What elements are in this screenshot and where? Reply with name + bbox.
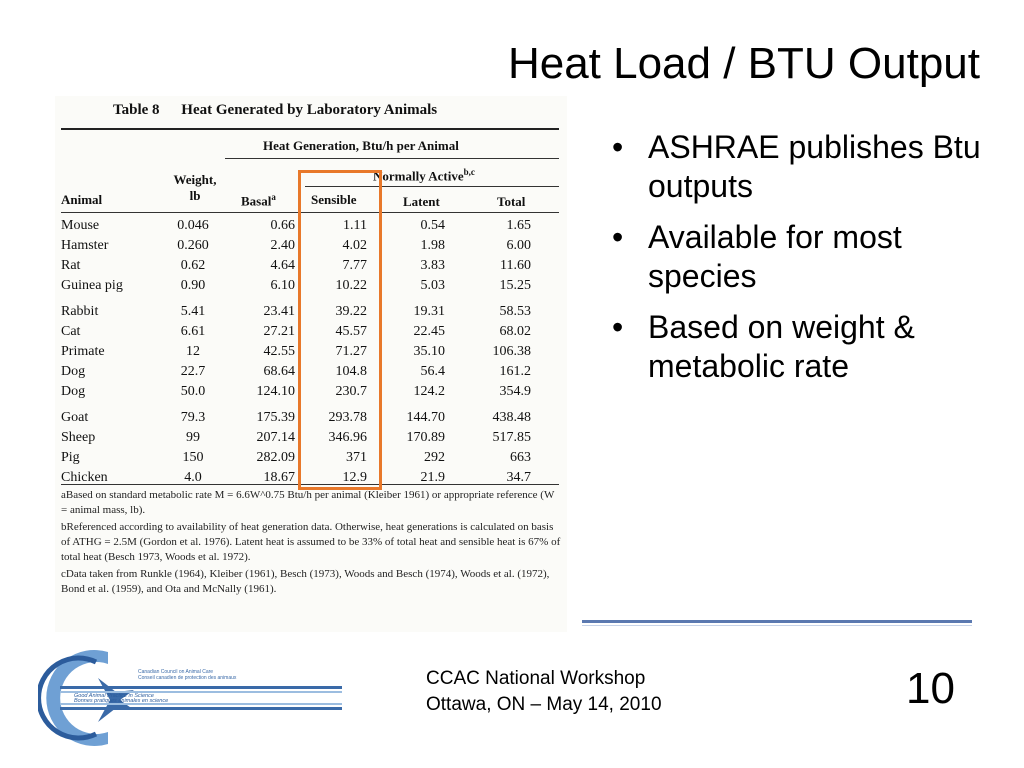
cell-latent: 3.83: [420, 258, 445, 273]
logo-tagline-en: Good Animal Practice in Science: [74, 693, 154, 699]
cell-latent: 144.70: [406, 410, 445, 425]
cell-sensible: 104.8: [335, 364, 367, 379]
table-top-rule: [61, 128, 559, 130]
cell-weight: 0.90: [180, 278, 206, 293]
cell-sensible: 7.77: [342, 258, 367, 273]
cell-weight: 0.046: [177, 218, 209, 233]
cell-total: 6.00: [506, 238, 531, 253]
cell-total: 58.53: [499, 304, 531, 319]
cell-latent: 22.45: [413, 324, 445, 339]
cell-sensible: 71.27: [335, 344, 367, 359]
table-caption: [113, 102, 437, 119]
cell-total: 161.2: [499, 364, 531, 379]
cell-animal: Mouse: [61, 218, 100, 233]
footnotes: [61, 488, 561, 599]
cell-weight: 5.41: [180, 304, 206, 319]
table-caption-text: Heat Generated by Laboratory Animals: [181, 102, 438, 118]
cell-animal: Dog: [61, 364, 86, 379]
cell-weight: 22.7: [180, 364, 206, 379]
cell-total: 34.7: [506, 470, 531, 485]
cell-animal: Rabbit: [61, 304, 99, 319]
cell-total: 1.65: [506, 218, 531, 233]
cell-animal: Pig: [61, 450, 80, 465]
cell-basal: 207.14: [256, 430, 295, 445]
cell-total: 517.85: [492, 430, 531, 445]
cell-basal: 27.21: [263, 324, 295, 339]
cell-sensible: 230.7: [335, 384, 367, 399]
cell-animal: Guinea pig: [61, 278, 123, 293]
cell-latent: 124.2: [413, 384, 445, 399]
col-latent: Latent: [403, 194, 440, 209]
footer-line-2: Ottawa, ON – May 14, 2010: [426, 694, 662, 715]
logo-tagline-fr: Bonnes pratiques animales en science: [74, 698, 169, 704]
cell-animal: Chicken: [61, 470, 108, 485]
cell-weight: 79.3: [180, 410, 206, 425]
cell-basal: 175.39: [256, 410, 295, 425]
cell-weight: 150: [182, 450, 204, 465]
group-rule: [225, 158, 559, 159]
footer-divider: [582, 620, 972, 623]
col-sensible: Sensible: [311, 192, 357, 207]
cell-basal: 6.10: [270, 278, 295, 293]
slide-title: Heat Load / BTU Output: [507, 39, 980, 88]
page-number: 10: [906, 664, 955, 713]
col-total: Total: [497, 194, 526, 209]
cell-sensible: 39.22: [335, 304, 367, 319]
cell-total: 11.60: [500, 258, 531, 273]
cell-weight: 4.0: [184, 470, 202, 485]
active-header: Normally Active$^{b,c}$: [373, 167, 475, 184]
cell-sensible: 4.02: [342, 238, 367, 253]
col-animal: Animal: [61, 192, 103, 207]
col-weight: Weight, lb: [173, 172, 217, 203]
cell-latent: 0.54: [420, 218, 445, 233]
cell-latent: 35.10: [413, 344, 445, 359]
bullet-dot: •: [612, 129, 624, 165]
cell-total: 68.02: [499, 324, 531, 339]
bullet-list: [612, 128, 982, 398]
cell-animal: Goat: [61, 410, 89, 425]
bullet-item: • Based on weight & metabolic rate: [612, 309, 915, 385]
cell-basal: 0.66: [270, 218, 295, 233]
cell-weight: 0.62: [180, 258, 206, 273]
footnote-c: cData taken from Runkle (1964), Kleiber (1961), Besch (1973), Woods and Besch (1974), Woods et al. (1972), Bond et al. (1959), and Ota and McNally (1961).: [61, 568, 550, 595]
cell-weight: 99: [186, 430, 200, 445]
cell-total: 663: [510, 450, 531, 465]
cell-latent: 19.31: [413, 304, 445, 319]
cell-weight: 6.61: [180, 324, 206, 339]
footer-line-1: CCAC National Workshop: [426, 668, 646, 689]
cell-latent: 1.98: [420, 238, 445, 253]
bullet-dot: •: [612, 309, 624, 346]
cell-basal: 2.40: [270, 238, 295, 253]
cell-basal: 68.64: [263, 364, 295, 379]
cell-basal: 42.55: [263, 344, 295, 359]
table-caption-number: Table 8: [113, 102, 160, 118]
footer-divider-light: [582, 625, 972, 626]
sensible-highlight-box: [298, 170, 382, 490]
cell-total: 438.48: [492, 410, 531, 425]
cell-animal: Hamster: [61, 238, 109, 253]
ccac-logo: [38, 648, 342, 748]
col-basal: Basal$^a$: [241, 192, 276, 209]
cell-weight: 50.0: [180, 384, 206, 399]
cell-total: 15.25: [499, 278, 531, 293]
bullet-dot: •: [612, 219, 624, 256]
cell-sensible: 293.78: [328, 410, 367, 425]
cell-sensible: 346.96: [328, 430, 367, 445]
cell-weight: 0.260: [177, 238, 209, 253]
logo-stripe-1: [60, 686, 342, 689]
cell-basal: 282.09: [256, 450, 295, 465]
cell-animal: Sheep: [61, 430, 96, 445]
cell-weight: 12: [186, 344, 200, 359]
group-header: Heat Generation, Btu/h per Animal: [263, 138, 459, 153]
logo-org-en: Canadian Council on Animal Care: [138, 669, 214, 675]
bullet-item: • Available for most species: [612, 219, 902, 295]
cell-animal: Dog: [61, 384, 86, 399]
cell-basal: 23.41: [263, 304, 295, 319]
footnote-b: bReferenced according to availability of heat generation data. Otherwise, heat generations is calculated on basis of ATHG = 2.5M (Gordon et al. 1976). Latent heat is assumed to be 33% of total heat and sensible heat is 67% of total heat (Besch 1973, Woods et al. 1972).: [61, 521, 561, 563]
cell-sensible: 1.11: [343, 218, 367, 233]
cell-basal: 124.10: [256, 384, 295, 399]
cell-animal: Rat: [61, 258, 81, 273]
cell-sensible: 45.57: [335, 324, 367, 339]
cell-sensible: 371: [346, 450, 367, 465]
cell-basal: 4.64: [270, 258, 295, 273]
cell-basal: 18.67: [263, 470, 295, 485]
bullet-item: • ASHRAE publishes Btu outputs: [612, 129, 981, 205]
cell-latent: 170.89: [406, 430, 445, 445]
cell-total: 354.9: [499, 384, 531, 399]
cell-animal: Primate: [61, 344, 105, 359]
cell-sensible: 10.22: [335, 278, 367, 293]
cell-latent: 5.03: [420, 278, 445, 293]
cell-total: 106.38: [492, 344, 531, 359]
logo-stripe-4: [60, 707, 342, 710]
cell-latent: 21.9: [420, 470, 445, 485]
cell-latent: 292: [424, 450, 445, 465]
cell-sensible: 12.9: [342, 470, 367, 485]
footer-text: [426, 666, 662, 718]
footnote-a: aBased on standard metabolic rate M = 6.6W^0.75 Btu/h per animal (Kleiber 1961) or appropriate reference (W = animal mass, lb).: [61, 489, 555, 516]
cell-animal: Cat: [61, 324, 81, 339]
cell-latent: 56.4: [420, 364, 445, 379]
logo-org-fr: Conseil canadien de protection des animaux: [138, 675, 237, 681]
